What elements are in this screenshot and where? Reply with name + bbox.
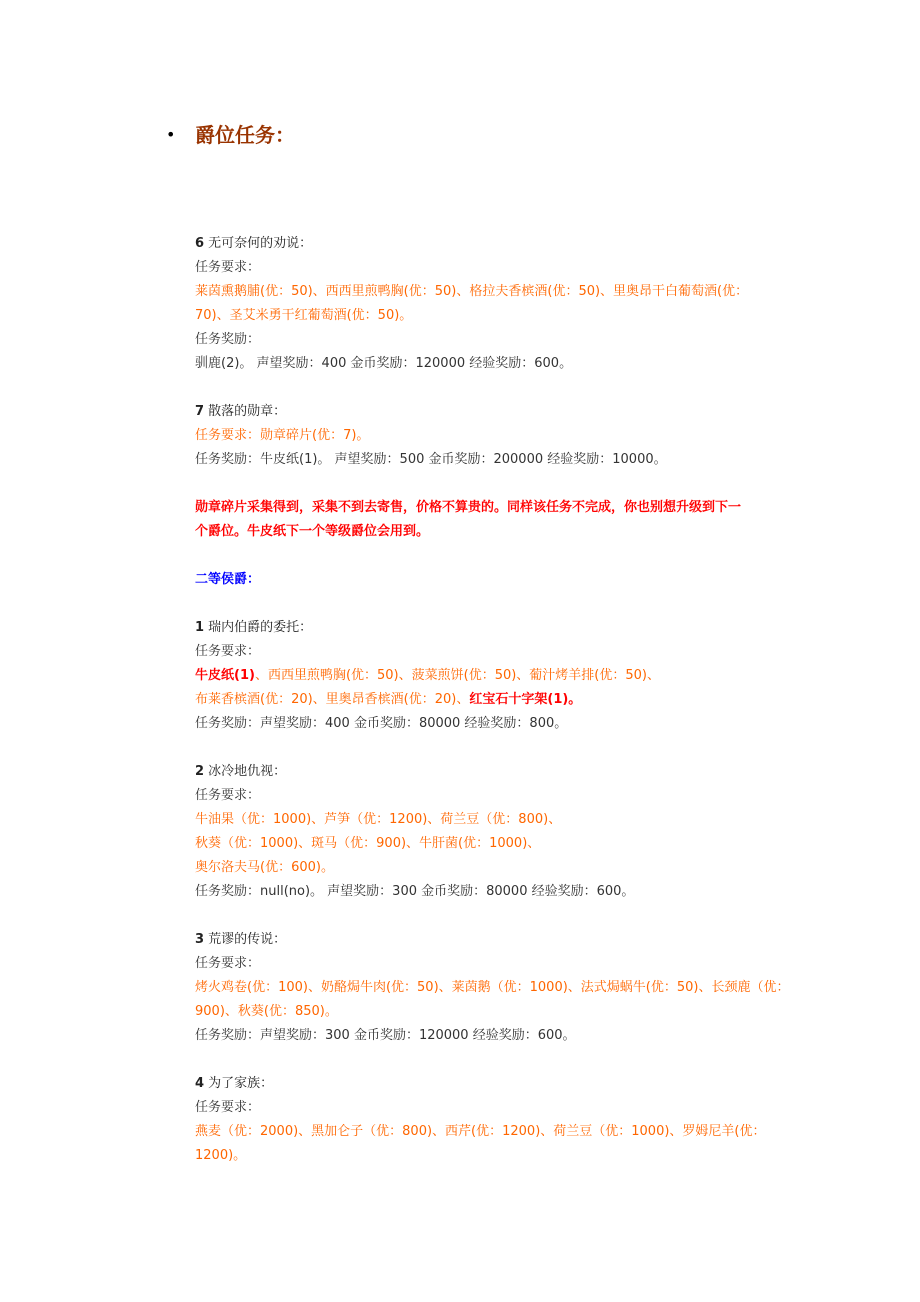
note-line: 勋章碎片采集得到，采集不到去寄售，价格不算贵的。同样该任务不完成，你也别想升级到下一 — [195, 500, 742, 515]
requirement-label: 任务要求： — [195, 956, 261, 971]
heading-text: 爵位任务： — [195, 123, 295, 147]
requirement-line: 莱茵熏鹅脯(优：50)、西西里煎鸭胸(优：50)、格拉夫香槟酒(优：50)、里奥昂干白葡萄酒(优： — [195, 284, 749, 299]
reward-line: 任务奖励：声望奖励：400 金币奖励：80000 经验奖励：800。 — [195, 716, 568, 731]
requirement-label: 任务要求： — [195, 260, 261, 275]
bullet-icon: • — [166, 125, 176, 144]
spacer — [195, 592, 795, 616]
spacer — [195, 736, 795, 760]
key-item: 红宝石十字架(1)。 — [469, 692, 582, 707]
requirement-line: 烤火鸡卷(优：100)、奶酪焗牛肉(优：50)、莱茵鹅（优：1000)、法式焗蜗牛(优：50)、长颈鹿（优： — [195, 980, 790, 995]
task-title — [195, 400, 795, 424]
task-number: 6 — [195, 236, 205, 251]
section-title: 二等侯爵： — [195, 572, 261, 587]
task-name: 冰冷地仇视： — [204, 764, 287, 779]
requirement-label: 任务要求： — [195, 788, 261, 803]
task-title — [195, 232, 795, 256]
spacer — [195, 376, 795, 400]
reward-label: 任务奖励： — [195, 332, 261, 347]
requirement-line — [195, 664, 795, 688]
key-item: 牛皮纸(1) — [195, 668, 255, 683]
task-title — [195, 616, 795, 640]
reward-line: 任务奖励：null(no)。 声望奖励：300 金币奖励：80000 经验奖励：600。 — [195, 884, 635, 899]
requirement-label: 任务要求： — [195, 1100, 261, 1115]
reward-line: 驯鹿(2)。 声望奖励：400 金币奖励：120000 经验奖励：600。 — [195, 356, 573, 371]
requirement-line: 牛油果（优：1000)、芦笋（优：1200)、荷兰豆（优：800)、 — [195, 812, 562, 827]
task-number: 2 — [195, 764, 205, 779]
spacer — [195, 472, 795, 496]
task-number: 4 — [195, 1076, 205, 1091]
spacer — [195, 904, 795, 928]
task-number: 1 — [195, 620, 205, 635]
task-name: 荒谬的传说： — [204, 932, 287, 947]
requirement-line: 1200)。 — [195, 1148, 247, 1163]
task-title — [195, 1072, 795, 1096]
requirement-line: 燕麦（优：2000)、黑加仑子（优：800)、西芹(优：1200)、荷兰豆（优：1000)、罗姆尼羊(优： — [195, 1124, 766, 1139]
spacer — [195, 544, 795, 568]
task-number: 7 — [195, 404, 205, 419]
requirement-line: 任务要求：勋章碎片(优：7)。 — [195, 428, 370, 443]
requirement-line: 70)、圣艾米勇干红葡萄酒(优：50)。 — [195, 308, 413, 323]
task-number: 3 — [195, 932, 205, 947]
requirement-line: 900)、秋葵(优：850)。 — [195, 1004, 338, 1019]
task-name: 无可奈何的劝说： — [204, 236, 313, 251]
requirement-label: 任务要求： — [195, 644, 261, 659]
section-heading — [166, 120, 295, 150]
task-name: 散落的勋章： — [204, 404, 287, 419]
note-line: 个爵位。牛皮纸下一个等级爵位会用到。 — [195, 524, 430, 539]
task-title — [195, 760, 795, 784]
task-name: 为了家族： — [204, 1076, 274, 1091]
requirement-line: 秋葵（优：1000)、斑马（优：900)、牛肝菌(优：1000)、 — [195, 836, 541, 851]
reward-line: 任务奖励：声望奖励：300 金币奖励：120000 经验奖励：600。 — [195, 1028, 576, 1043]
spacer — [195, 1048, 795, 1072]
task-name: 瑞内伯爵的委托： — [204, 620, 313, 635]
requirement-line: 奥尔洛夫马(优：600)。 — [195, 860, 334, 875]
requirement-items: 、西西里煎鸭胸(优：50)、菠菜煎饼(优：50)、葡汁烤羊排(优：50)、 — [254, 668, 660, 683]
task-title — [195, 928, 795, 952]
task-content — [195, 232, 795, 1168]
requirement-line — [195, 688, 795, 712]
reward-line: 任务奖励：牛皮纸(1)。 声望奖励：500 金币奖励：200000 经验奖励：10000。 — [195, 452, 667, 467]
requirement-items: 布莱香槟酒(优：20)、里奥昂香槟酒(优：20)、 — [195, 692, 470, 707]
